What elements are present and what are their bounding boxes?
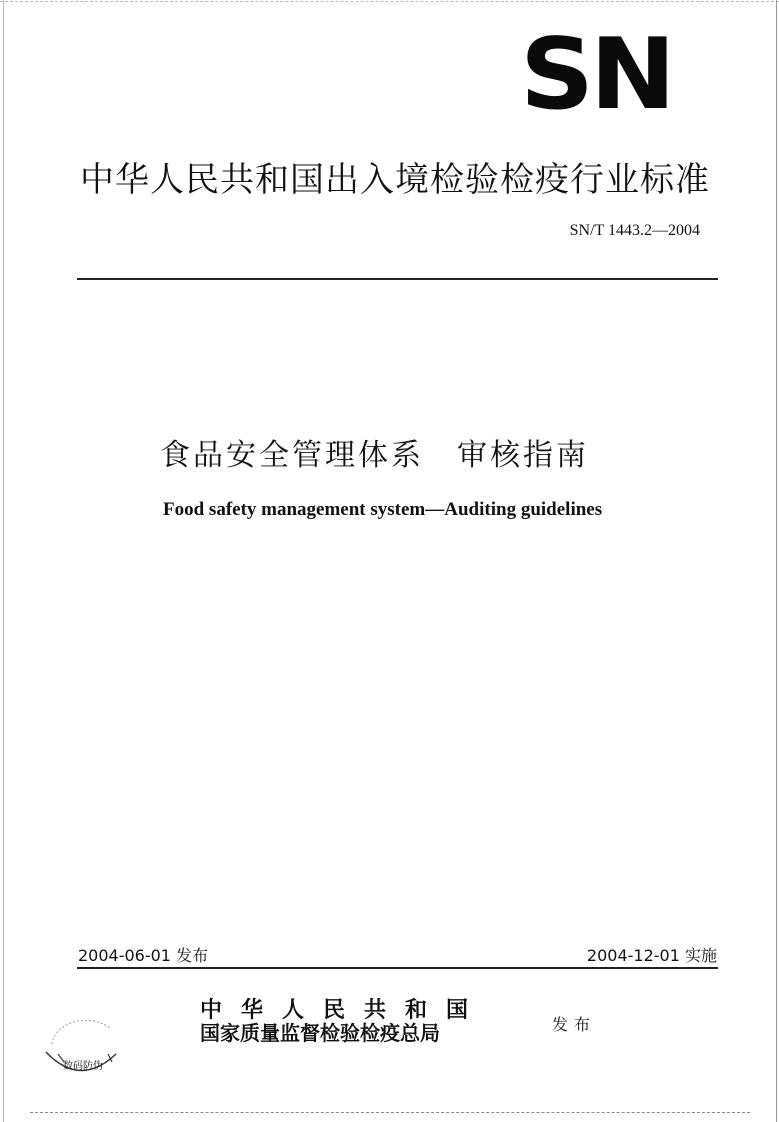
document-title-english: Food safety management system—Auditing guidelines [163, 499, 603, 520]
issuer-agency: 国家质量监督检验检疫总局 [200, 1021, 440, 1045]
footer-divider [77, 967, 718, 969]
publish-label: 发布 [552, 1015, 597, 1034]
issuer-country: 中华人民共和国 [200, 997, 488, 1023]
scan-edge-right [776, 0, 777, 1122]
stamp-label: 数码防伪 [63, 1061, 103, 1072]
standard-code: SN/T 1443.2—2004 [569, 222, 700, 239]
scan-edge-top [0, 1, 779, 2]
document-title-chinese: 食品安全管理体系 审核指南 [160, 438, 589, 473]
issue-date: 2004-06-01 发布 [78, 946, 209, 965]
industry-standard-title: 中华人民共和国出入境检验检疫行业标准 [80, 160, 710, 200]
sn-logo: SN [520, 18, 672, 132]
scan-edge-left [3, 0, 4, 1122]
scan-edge-bottom [30, 1112, 750, 1113]
header-divider [77, 278, 718, 280]
implementation-date: 2004-12-01 实施 [586, 946, 717, 965]
